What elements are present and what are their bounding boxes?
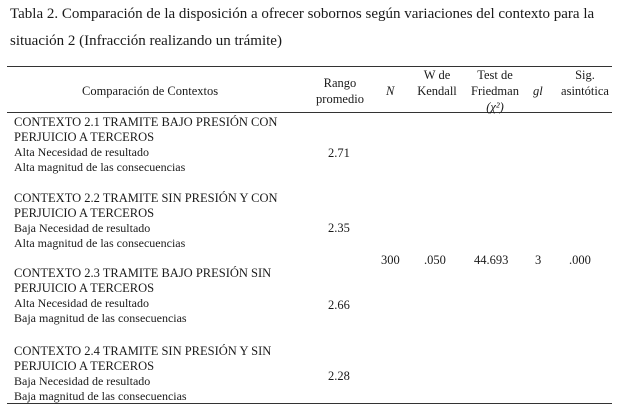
header-sig: Sig. asintótica [561,68,609,98]
gl-value: 3 [535,253,542,267]
header-rango: Rango promedio [316,76,364,106]
header-n: N [386,84,395,98]
context-row-3: CONTEXTO 2.3 TRAMITE BAJO PRESIÓN SIN PERJUICIO A TERCEROS Alta Necesidad de resultado Baja magnitud de las consecuencias [14,266,272,325]
header-w-kendall: W de Kendall [417,68,457,98]
rango-row-1: 2.71 [328,146,350,160]
caption-line-1: Tabla 2. Comparación de la disposición a ofrecer sobornos según variaciones del contexto para la [10,6,595,22]
header-test-friedman: Test de Friedman (χ²) [471,68,519,114]
w-kendall-value: .050 [424,253,446,267]
context-row-2: CONTEXTO 2.2 TRAMITE SIN PRESIÓN Y CON PERJUICIO A TERCEROS Baja Necesidad de resultado Alta magnitud de las consecuencias [14,191,278,250]
header-gl: gl [533,84,543,98]
n-value: 300 [381,253,400,267]
rango-row-2: 2.35 [328,221,350,235]
friedman-value: 44.693 [474,253,509,267]
rango-row-4: 2.28 [328,369,350,383]
caption-line-2: situación 2 (Infracción realizando un trámite) [10,33,282,49]
header-comparacion: Comparación de Contextos [82,84,219,98]
context-row-1: CONTEXTO 2.1 TRAMITE BAJO PRESIÓN CON PERJUICIO A TERCEROS Alta Necesidad de resultado Alta magnitud de las consecuencias [14,115,278,174]
rango-row-3: 2.66 [328,298,350,312]
context-row-4: CONTEXTO 2.4 TRAMITE SIN PRESIÓN Y SIN PERJUICIO A TERCEROS Baja Necesidad de resultado Baja magnitud de las consecuencias [14,344,272,403]
sig-value: .000 [569,253,591,267]
